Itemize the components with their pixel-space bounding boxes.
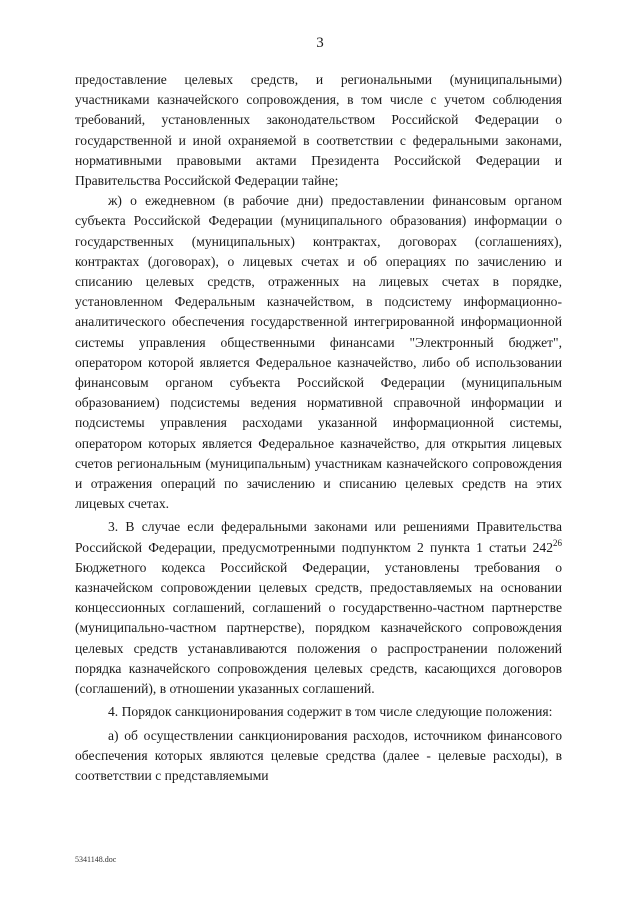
paragraph-item-a: а) об осуществлении санкционирования расходов, источником финансового обеспечения которых являются целевые средства (далее - целевые расходы), в соответствии с представляемыми: [75, 727, 562, 783]
paragraph-3-text-start: 3. В случае если федеральными законами или решениями Правительства Российской Федерации, предусмотренными подпунктом 2 пункта 1 статьи 242: [75, 519, 562, 555]
page-number: 3: [316, 35, 324, 51]
paragraph-continuation: предоставление целевых средств, и региональными (муниципальными) участниками казначейского сопровождения, в том числе с учетом соблюдения требований, установленных законодательством Российской Федерации о государственной и иной охраняемой в соответствии с федеральными законами, нормативными правовыми актами Президента Российской Федерации и Правительства Российской Федерации тайне;: [75, 72, 562, 189]
paragraph-item-zh: ж) о ежедневном (в рабочие дни) предоставлении финансовым органом субъекта Российской Федерации (муниципального образования) информации о государственных (муниципальных) контрактах, договорах (соглашениях), контрактах (договорах), о лицевых счетах и об операциях по зачислению и списанию целевых средств, отраженных на лицевых счетах в порядке, установленном Федеральным казначейством, в подсистему информационно-аналитического обеспечения государственной интегрированной информационной системы управления общественными финансами "Электронный бюджет", оператором которой является Федеральное казначейство, либо об использовании финансовым органом субъекта Российской Федерации (муниципальным образованием) подсистемы ведения нормативной справочной информации и подсистемы управления расходами указанной информационной системы, оператором которых является Федеральное казначейство, для открытия лицевых счетов региональным (муниципальным) участникам казначейского сопровождения и отражения операций по зачислению и списанию целевых средств на этих лицевых счетах.: [75, 193, 562, 512]
article-superscript: 26: [553, 537, 562, 548]
document-file-name: 5341148.doc: [75, 855, 117, 864]
paragraph-3: [75, 517, 562, 699]
paragraph-3-text-end: Бюджетного кодекса Российской Федерации, установлены требования о казначейском сопровождении целевых средств, предоставляемых на основании концессионных соглашений, соглашений о государственно-частном партнерстве (муниципально-частном партнерстве), порядком казначейского сопровождения целевых средств устанавливаются положения о распространении положений порядка казначейского сопровождения целевых средств, касающихся договоров (соглашений), в отношении указанных соглашений.: [75, 559, 562, 697]
paragraph-4: 4. Порядок санкционирования содержит в том числе следующие положения:: [108, 704, 553, 720]
document-body: [75, 70, 562, 786]
